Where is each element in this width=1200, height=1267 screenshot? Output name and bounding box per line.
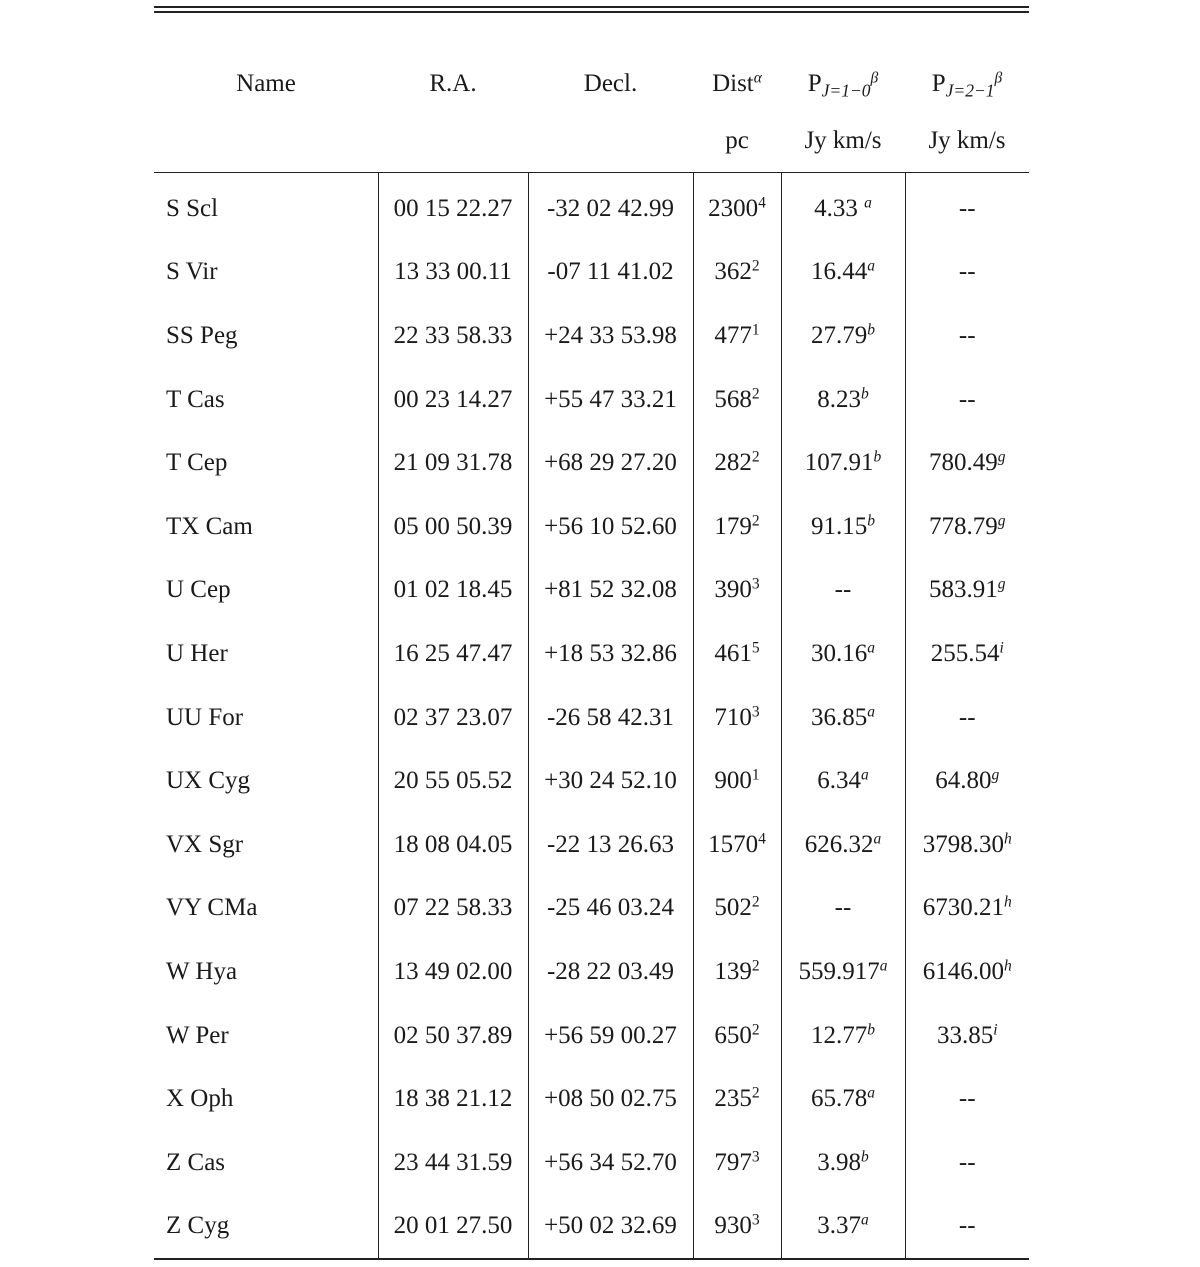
p21-value: 780.49 [929, 449, 998, 477]
cell-decl: +55 47 33.21 [528, 368, 693, 432]
p10-value: 12.77 [811, 1021, 868, 1049]
cell-dist [693, 495, 781, 559]
col-header-p10: $P_{J=1-0}^\beta$ [807, 69, 879, 101]
table-row [154, 368, 1029, 432]
cell-name: Z Cas [166, 1148, 226, 1176]
dist-value: 139 [714, 957, 752, 985]
dist-value: 930 [714, 1212, 752, 1240]
col-header-dist: Dist$^\alpha$ [712, 69, 762, 97]
cell-p21 [905, 368, 1029, 432]
cell-decl: -22 13 26.63 [528, 813, 693, 877]
table-row [154, 495, 1029, 559]
top-double-rule-lower [154, 11, 1029, 13]
p10-ref: b [867, 512, 875, 530]
dist-value: 235 [714, 1085, 752, 1113]
cell-p10 [781, 813, 905, 877]
p10-ref: a [873, 830, 882, 848]
cell-ra: 22 33 58.33 [378, 304, 528, 368]
p10-value: 107.91 [804, 449, 874, 477]
cell-p10 [781, 1131, 905, 1195]
cell-p10 [781, 749, 905, 813]
cell-dist [693, 622, 781, 686]
p10-ref: a [867, 639, 875, 657]
dist-value: 710 [714, 703, 752, 731]
cell-p21 [905, 1067, 1029, 1131]
cell-decl: +56 10 52.60 [528, 495, 693, 559]
cell-name: TX Cam [166, 512, 253, 540]
dist-value: 461 [714, 639, 752, 667]
dist-ref: 2 [751, 385, 760, 403]
dist-value: 797 [714, 1148, 752, 1176]
cell-p21 [905, 241, 1029, 305]
p21-ref: i [993, 1021, 998, 1038]
dist-ref: 3 [751, 1211, 760, 1229]
p21-value: 255.54 [930, 639, 1000, 667]
p21-value: 778.79 [929, 512, 998, 540]
dist-value: 179 [714, 512, 752, 540]
cell-p10 [781, 173, 905, 241]
cell-name: S Scl [166, 194, 219, 222]
p21-ref: h [1004, 893, 1012, 911]
cell-decl: +81 52 32.08 [528, 559, 693, 623]
cell-p10 [781, 686, 905, 750]
cell-p21 [905, 304, 1029, 368]
dist-value: 1570 [708, 830, 759, 858]
p10-value: 6.34 [817, 767, 861, 795]
dist-ref: 4 [758, 830, 766, 848]
table-row [154, 877, 1029, 941]
cell-p10 [781, 559, 905, 623]
dist-value: 650 [714, 1021, 752, 1049]
p21-value: 583.91 [929, 576, 998, 604]
p21-value: -- [958, 385, 976, 413]
cell-ra: 02 50 37.89 [378, 1004, 528, 1068]
unit-p21: Jy km/s [905, 110, 1029, 173]
p10-value: 16.44 [811, 258, 868, 286]
unit-p10: Jy km/s [781, 110, 905, 173]
cell-decl: +56 34 52.70 [528, 1131, 693, 1195]
dist-ref: 3 [751, 1148, 760, 1166]
dist-ref: 2 [751, 448, 760, 466]
cell-ra: 23 44 31.59 [378, 1131, 528, 1195]
p10-ref: a [867, 257, 875, 275]
p10-value: 3.37 [817, 1212, 861, 1240]
cell-p21 [905, 431, 1029, 495]
unit-ra [378, 110, 528, 173]
cell-p21 [905, 622, 1029, 686]
p10-ref: b [867, 1021, 875, 1038]
cell-dist [693, 173, 781, 241]
p10-ref: a [867, 1084, 875, 1102]
cell-decl: -26 58 42.31 [528, 686, 693, 750]
dist-ref: 5 [751, 639, 760, 657]
cell-name: Z Cyg [154, 1195, 378, 1260]
cell-name: W Per [166, 1021, 229, 1049]
p21-ref: g [997, 512, 1006, 530]
p21-value: -- [958, 1212, 976, 1240]
table-row [154, 559, 1029, 623]
p10-value: 3.98 [817, 1148, 861, 1176]
p10-value: 8.23 [817, 385, 861, 413]
cell-dist [693, 1195, 781, 1260]
p21-value: -- [958, 321, 976, 349]
cell-name: U Her [166, 639, 228, 667]
cell-dist [693, 749, 781, 813]
p10-ref: a [861, 766, 869, 784]
cell-name: UX Cyg [166, 767, 251, 795]
dist-value: 568 [714, 385, 752, 413]
top-double-rule-upper [154, 6, 1029, 8]
p10-value: 65.78 [811, 1085, 868, 1113]
p21-ref: h [1004, 830, 1012, 848]
p10-value: -- [834, 894, 852, 922]
cell-decl: +24 33 53.98 [528, 304, 693, 368]
table-row [154, 241, 1029, 305]
cell-p10 [781, 495, 905, 559]
cell-dist [693, 241, 781, 305]
cell-dist [693, 304, 781, 368]
p10-ref: b [873, 448, 882, 466]
cell-dist [693, 940, 781, 1004]
cell-dist [693, 1004, 781, 1068]
p21-ref: g [997, 575, 1006, 593]
cell-p10 [781, 622, 905, 686]
cell-decl: +08 50 02.75 [528, 1067, 693, 1131]
table-row [154, 173, 1029, 241]
cell-p10 [781, 304, 905, 368]
p10-value: -- [834, 576, 852, 604]
dist-value: 502 [714, 894, 752, 922]
dist-value: 477 [714, 321, 752, 349]
cell-p10 [781, 940, 905, 1004]
cell-decl: -07 11 41.02 [528, 241, 693, 305]
cell-decl: +56 59 00.27 [528, 1004, 693, 1068]
dist-ref: 2 [751, 1021, 760, 1038]
col-header-p21: $P_{J=2-1}^\beta$ [931, 69, 1003, 101]
cell-ra: 13 33 00.11 [378, 241, 528, 305]
cell-p21 [905, 813, 1029, 877]
cell-p10 [781, 1195, 905, 1260]
cell-name: T Cas [166, 385, 225, 413]
cell-p21 [905, 1004, 1029, 1068]
col-header-name: Name [236, 70, 296, 97]
cell-dist [693, 431, 781, 495]
p21-value: -- [958, 194, 976, 222]
cell-p21 [905, 1131, 1029, 1195]
p10-ref: a [879, 957, 888, 975]
header-row [154, 58, 1029, 110]
dist-ref: 3 [751, 575, 760, 593]
p10-ref: b [861, 385, 869, 403]
table-row [154, 1131, 1029, 1195]
dist-ref: 4 [758, 194, 766, 212]
p21-value: -- [958, 1148, 976, 1176]
cell-p10 [781, 1004, 905, 1068]
table-row [154, 304, 1029, 368]
cell-dist [693, 559, 781, 623]
cell-dist [693, 813, 781, 877]
cell-ra: 21 09 31.78 [378, 431, 528, 495]
cell-ra: 00 23 14.27 [378, 368, 528, 432]
dist-ref: 2 [751, 957, 760, 975]
dist-ref: 2 [751, 257, 760, 275]
p10-value: 36.85 [811, 703, 868, 731]
dist-value: 390 [714, 576, 752, 604]
col-header-ra: R.A. [429, 70, 477, 97]
cell-dist [693, 368, 781, 432]
cell-dist [693, 686, 781, 750]
cell-ra: 20 01 27.50 [378, 1195, 528, 1260]
cell-ra: 00 15 22.27 [378, 173, 528, 241]
dist-value: 362 [714, 258, 752, 286]
p21-value: 64.80 [935, 767, 992, 795]
cell-name: VY CMa [166, 894, 258, 922]
cell-dist [693, 1067, 781, 1131]
p10-value: 4.33 [814, 194, 865, 222]
p21-value: -- [958, 1085, 976, 1113]
cell-ra: 02 37 23.07 [378, 686, 528, 750]
col-header-decl: Decl. [583, 70, 638, 97]
p10-ref: a [867, 703, 875, 721]
p21-value: -- [958, 703, 976, 731]
p10-value: 30.16 [811, 639, 868, 667]
cell-decl: -32 02 42.99 [528, 173, 693, 241]
table-row [154, 749, 1029, 813]
p21-ref: i [999, 639, 1004, 657]
p21-value: -- [958, 258, 976, 286]
source-table [154, 58, 1029, 1260]
cell-ra: 05 00 50.39 [378, 495, 528, 559]
cell-name: T Cep [166, 449, 228, 477]
cell-name: U Cep [166, 576, 231, 604]
dist-ref: 2 [751, 1084, 760, 1102]
unit-name [154, 110, 378, 173]
cell-name: S Vir [166, 258, 218, 286]
table-row [154, 1067, 1029, 1131]
table-body [154, 173, 1029, 1260]
cell-decl: -28 22 03.49 [528, 940, 693, 1004]
cell-p21 [905, 749, 1029, 813]
dist-ref: 3 [751, 703, 760, 721]
table-row [154, 622, 1029, 686]
cell-decl: +68 29 27.20 [528, 431, 693, 495]
cell-p21 [905, 173, 1029, 241]
cell-p21 [905, 877, 1029, 941]
p10-ref: b [861, 1148, 869, 1166]
cell-decl: +30 24 52.10 [528, 749, 693, 813]
cell-p21 [905, 559, 1029, 623]
cell-ra: 01 02 18.45 [378, 559, 528, 623]
cell-dist [693, 877, 781, 941]
dist-ref: 2 [751, 512, 760, 530]
unit-decl [528, 110, 693, 173]
cell-name: VX Sgr [166, 830, 244, 858]
cell-p10 [781, 368, 905, 432]
cell-p21 [905, 940, 1029, 1004]
table-row [154, 1195, 1029, 1260]
cell-decl: +18 53 32.86 [528, 622, 693, 686]
cell-p21 [905, 495, 1029, 559]
p10-ref: a [864, 194, 872, 212]
p21-ref: g [991, 766, 1000, 784]
p21-value: 6730.21 [922, 894, 1004, 922]
p21-value: 3798.30 [922, 830, 1004, 858]
cell-name: W Hya [166, 957, 238, 985]
table-row [154, 431, 1029, 495]
cell-p10 [781, 241, 905, 305]
p10-value: 91.15 [811, 512, 868, 540]
unit-dist: pc [693, 110, 781, 173]
cell-p10 [781, 877, 905, 941]
cell-p10 [781, 1067, 905, 1131]
cell-name: X Oph [166, 1085, 234, 1113]
cell-name: UU For [166, 703, 244, 731]
cell-dist [693, 1131, 781, 1195]
p10-ref: b [867, 321, 875, 339]
cell-ra: 07 22 58.33 [378, 877, 528, 941]
table-row [154, 940, 1029, 1004]
cell-ra: 20 55 05.52 [378, 749, 528, 813]
cell-p21 [905, 1195, 1029, 1260]
p21-ref: h [1004, 957, 1012, 975]
dist-value: 2300 [708, 194, 759, 222]
dist-value: 900 [714, 767, 752, 795]
table-row [154, 813, 1029, 877]
cell-p21 [905, 686, 1029, 750]
units-row [154, 110, 1029, 173]
cell-ra: 16 25 47.47 [378, 622, 528, 686]
cell-ra: 18 08 04.05 [378, 813, 528, 877]
cell-p10 [781, 431, 905, 495]
dist-ref: 1 [751, 321, 760, 339]
p21-ref: g [997, 448, 1006, 466]
dist-ref: 2 [751, 893, 760, 911]
cell-decl: -25 46 03.24 [528, 877, 693, 941]
cell-ra: 18 38 21.12 [378, 1067, 528, 1131]
cell-name: SS Peg [166, 321, 238, 349]
p21-value: 6146.00 [922, 957, 1004, 985]
table-row [154, 686, 1029, 750]
dist-ref: 1 [751, 766, 760, 784]
cell-ra: 13 49 02.00 [378, 940, 528, 1004]
dist-value: 282 [714, 449, 752, 477]
p10-ref: a [861, 1211, 869, 1229]
table-row [154, 1004, 1029, 1068]
p21-value: 33.85 [936, 1021, 994, 1049]
cell-decl: +50 02 32.69 [528, 1195, 693, 1260]
p10-value: 27.79 [811, 321, 868, 349]
p10-value: 626.32 [804, 830, 874, 858]
p10-value: 559.917 [798, 957, 880, 985]
